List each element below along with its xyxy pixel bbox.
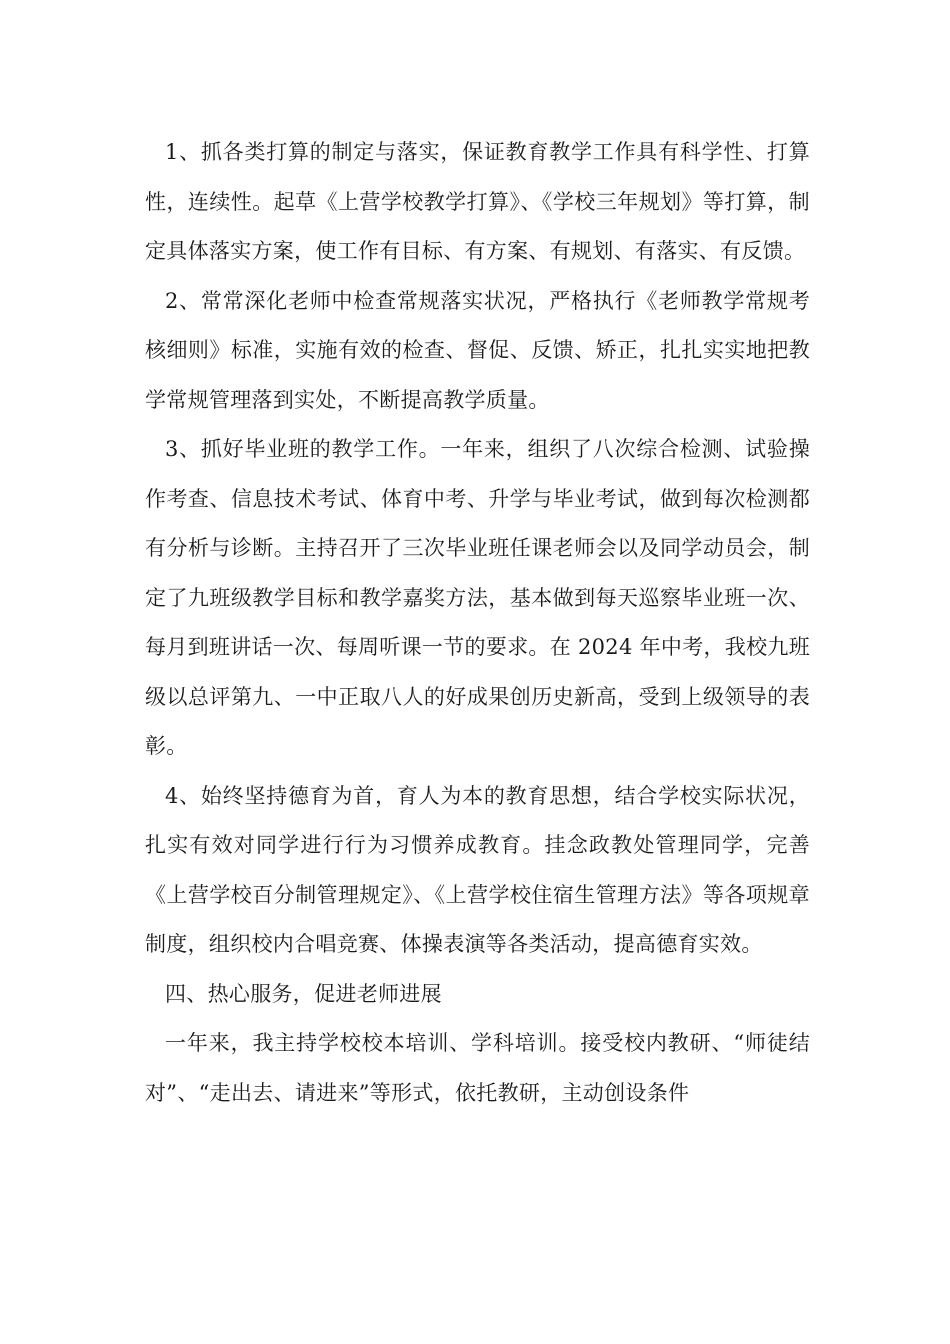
section-heading: 四、热心服务，促进老师进展 <box>165 981 442 1006</box>
paragraph-item-1: 1、抓各类打算的制定与落实，保证教育教学工作具有科学性、打算性，连续性。起草《上营学校教学打算》、《学校三年规划》等打算，制定具体落实方案，使工作有目标、有方案、有规划、有落实、有反馈。 <box>145 140 810 263</box>
paragraph-item-2: 2、常常深化老师中检查常规落实状况，严格执行《老师教学常规考核细则》标准，实施有效的检查、督促、反馈、矫正，扎扎实实地把教学常规管理落到实处，不断提高教学质量。 <box>145 288 810 412</box>
paragraph-item-3: 3、抓好毕业班的教学工作。一年来，组织了八次综合检测、试验操作考查、信息技术考试、体育中考、升学与毕业考试，做到每次检测都有分析与诊断。主持召开了三次毕业班任课老师会以及同学动员会，制定了九班级教学目标和教学嘉奖方法，基本做到每天巡察毕业班一次、每月到班讲话一次、每周听课一节的要求。在 2024 年中考，我校九班级以总评第九、一中正取八人的好成果创历史新高，受到上级领导的表彰。 <box>145 437 810 758</box>
document-page <box>145 128 810 1118</box>
paragraph-item-4: 4、始终坚持德育为首，育人为本的教育思想，结合学校实际状况，扎实有效对同学进行行为习惯养成教育。挂念政教处管理同学，完善《上营学校百分制管理规定》、《上营学校住宿生管理方法》等各项规章制度，组织校内合唱竞赛、体操表演等各类活动，提高德育实效。 <box>145 783 810 956</box>
paragraph-item-5: 一年来，我主持学校校本培训、学科培训。接受校内教研、“师徒结对”、“走出去、请进来”等形式，依托教研，主动创设条件 <box>145 1031 810 1105</box>
